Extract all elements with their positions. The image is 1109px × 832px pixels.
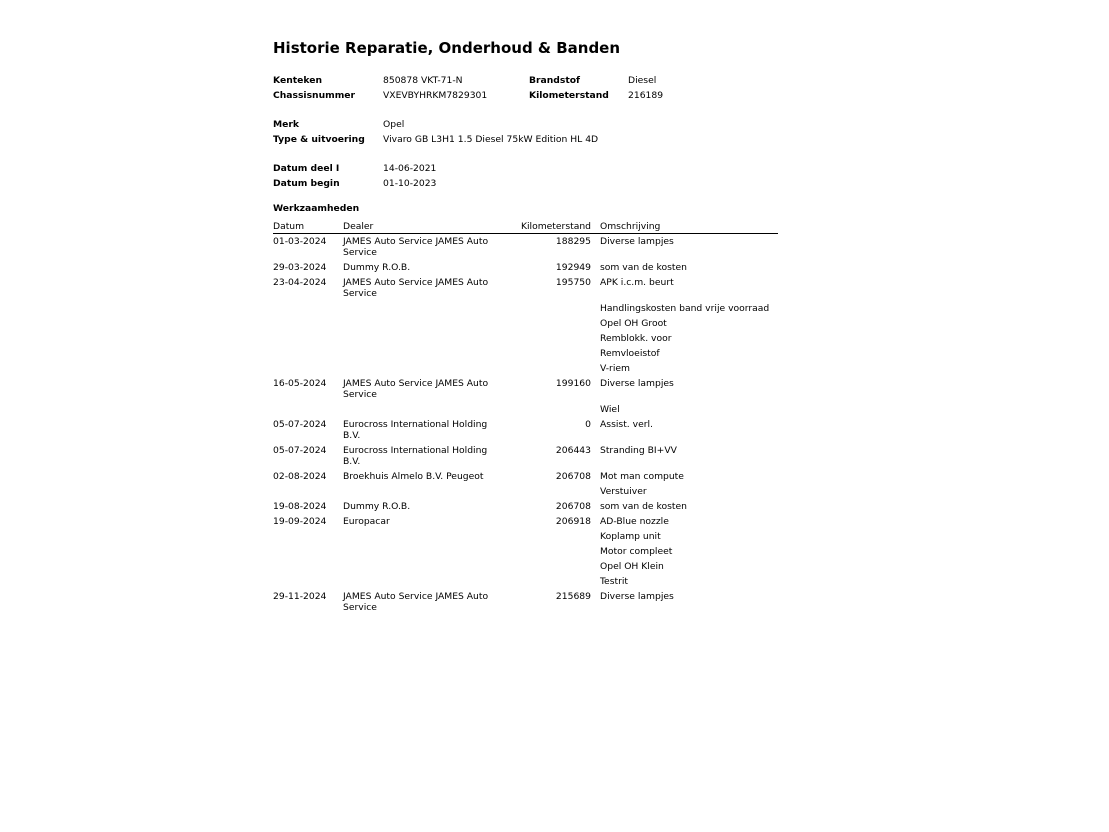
datum-begin-value: 01-10-2023 — [383, 178, 437, 189]
table-row — [273, 501, 778, 516]
row-description: AD-Blue nozzle — [600, 516, 669, 527]
spacer — [273, 147, 778, 161]
kenteken-value: 850878 VKT-71-N — [383, 75, 463, 86]
merk-value: Opel — [383, 119, 405, 130]
row-km: 215689 — [555, 591, 591, 602]
row-description-list — [600, 378, 778, 419]
row-description-list — [600, 277, 778, 378]
table-row — [273, 419, 778, 445]
row-dealer: Dummy R.O.B. — [343, 262, 411, 273]
kenteken-label: Kenteken — [273, 75, 322, 86]
row-description-list — [600, 501, 778, 516]
chassis-value: VXEVBYHRKM7829301 — [383, 90, 488, 101]
row-dealer: Europacar — [343, 516, 390, 527]
row-description-list — [600, 445, 778, 471]
row-description: Koplamp unit — [600, 531, 661, 542]
row-date: 05-07-2024 — [273, 445, 327, 456]
datum-deel-label: Datum deel I — [273, 163, 340, 174]
row-description: Mot man compute — [600, 471, 684, 482]
table-row — [273, 262, 778, 277]
brandstof-value: Diesel — [628, 75, 657, 86]
row-km: 188295 — [555, 236, 591, 247]
info-row-kenteken — [273, 73, 778, 88]
header-desc: Omschrijving — [600, 221, 661, 232]
row-description: som van de kosten — [600, 262, 687, 273]
header-date: Datum — [273, 221, 305, 232]
row-date: 29-11-2024 — [273, 591, 327, 602]
row-description-list — [600, 236, 778, 262]
row-description: Remvloeistof — [600, 348, 660, 359]
work-table-body — [273, 234, 778, 617]
row-description-list — [600, 262, 778, 277]
row-description: Assist. verl. — [600, 419, 653, 430]
row-date: 23-04-2024 — [273, 277, 327, 288]
table-row — [273, 591, 778, 617]
row-dealer: JAMES Auto Service JAMES Auto Service — [343, 378, 489, 400]
table-row — [273, 471, 778, 501]
row-km: 206708 — [555, 501, 591, 512]
work-table-header — [273, 221, 778, 234]
row-description: APK i.c.m. beurt — [600, 277, 674, 288]
row-dealer: JAMES Auto Service JAMES Auto Service — [343, 591, 489, 613]
header-dealer: Dealer — [343, 221, 374, 232]
row-description: Opel OH Klein — [600, 561, 664, 572]
row-date: 02-08-2024 — [273, 471, 327, 482]
info-row-datum-deel — [273, 161, 778, 176]
row-description: V-riem — [600, 363, 630, 374]
row-description: Opel OH Groot — [600, 318, 667, 329]
datum-deel-value: 14-06-2021 — [383, 163, 437, 174]
row-date: 16-05-2024 — [273, 378, 327, 389]
work-table — [273, 221, 778, 617]
row-description: Remblokk. voor — [600, 333, 672, 344]
row-description: Diverse lampjes — [600, 378, 674, 389]
datum-begin-label: Datum begin — [273, 178, 340, 189]
row-description-list — [600, 419, 778, 445]
row-description: Handlingskosten band vrije voorraad — [600, 303, 770, 314]
km-label: Kilometerstand — [529, 90, 609, 101]
row-dealer: JAMES Auto Service JAMES Auto Service — [343, 277, 489, 299]
row-km: 206918 — [555, 516, 591, 527]
row-description: Diverse lampjes — [600, 591, 674, 602]
info-row-chassis — [273, 88, 778, 103]
header-km: Kilometerstand — [520, 221, 591, 232]
row-dealer: JAMES Auto Service JAMES Auto Service — [343, 236, 489, 258]
row-km: 206443 — [555, 445, 591, 456]
row-km: 0 — [585, 419, 591, 430]
page-title: Historie Reparatie, Onderhoud & Banden — [273, 39, 621, 57]
row-description: Wiel — [600, 404, 620, 415]
row-date: 05-07-2024 — [273, 419, 327, 430]
type-value: Vivaro GB L3H1 1.5 Diesel 75kW Edition HL 4D — [383, 134, 599, 145]
row-description-list — [600, 516, 778, 591]
row-km: 206708 — [555, 471, 591, 482]
info-row-datum-begin — [273, 176, 778, 191]
row-dealer: Broekhuis Almelo B.V. Peugeot — [343, 471, 484, 482]
row-date: 19-09-2024 — [273, 516, 327, 527]
chassis-label: Chassisnummer — [273, 90, 356, 101]
type-label: Type & uitvoering — [273, 134, 365, 145]
spacer — [273, 103, 778, 117]
row-km: 195750 — [555, 277, 591, 288]
row-km: 192949 — [555, 262, 591, 273]
report-page — [273, 38, 778, 617]
row-dealer: Eurocross International Holding B.V. — [343, 419, 488, 441]
table-row — [273, 236, 778, 262]
row-description-list — [600, 471, 778, 501]
row-description: Testrit — [600, 576, 629, 587]
table-row — [273, 516, 778, 591]
brandstof-label: Brandstof — [529, 75, 581, 86]
merk-label: Merk — [273, 119, 300, 130]
row-date: 19-08-2024 — [273, 501, 327, 512]
row-km: 199160 — [555, 378, 591, 389]
table-row — [273, 277, 778, 378]
info-row-type — [273, 132, 778, 147]
info-row-merk — [273, 117, 778, 132]
km-value: 216189 — [628, 90, 664, 101]
row-dealer: Dummy R.O.B. — [343, 501, 411, 512]
row-description-list — [600, 591, 778, 617]
row-date: 01-03-2024 — [273, 236, 327, 247]
row-dealer: Eurocross International Holding B.V. — [343, 445, 488, 467]
row-date: 29-03-2024 — [273, 262, 327, 273]
row-description: Verstuiver — [600, 486, 647, 497]
row-description: Stranding BI+VV — [600, 445, 677, 456]
table-row — [273, 378, 778, 419]
work-section-title: Werkzaamheden — [273, 203, 360, 214]
row-description: Motor compleet — [600, 546, 673, 557]
vehicle-info — [273, 73, 778, 191]
row-description: Diverse lampjes — [600, 236, 674, 247]
table-row — [273, 445, 778, 471]
row-description: som van de kosten — [600, 501, 687, 512]
